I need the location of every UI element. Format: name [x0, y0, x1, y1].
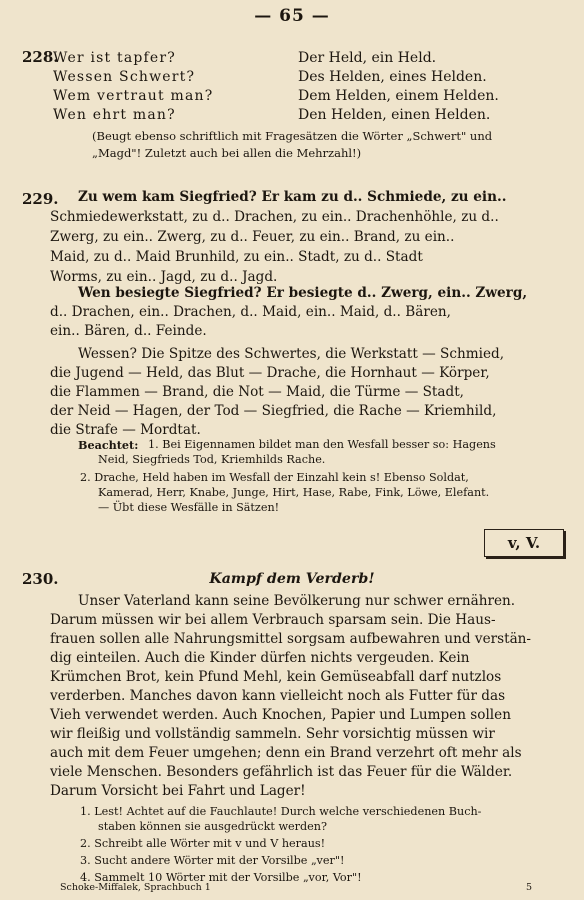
- answer-line: Den Helden, einen Helden.: [298, 107, 491, 123]
- answer-line: Dem Helden, einem Helden.: [298, 88, 499, 104]
- topic-box-v: v, V.: [484, 529, 564, 557]
- note-line: 2. Drache, Held haben im Wesfall der Einzahl kein s! Ebenso Soldat,: [80, 471, 469, 484]
- text-line: viele Menschen. Besonders gefährlich ist das Feuer für die Wälder.: [50, 764, 513, 780]
- note-line: Neid, Siegfrieds Tod, Kriemhilds Rache.: [98, 453, 326, 466]
- question-line: Wem vertraut man?: [53, 88, 214, 104]
- question-line: Wen ehrt man?: [53, 107, 176, 123]
- text-line: wir fleißig und vollständig sammeln. Sehr vorsichtig müssen wir: [50, 726, 495, 742]
- text-line: die Jugend — Held, das Blut — Drache, die Hornhaut — Körper,: [50, 365, 490, 381]
- exercise-228-note: „Magd"! Zuletzt auch bei allen die Mehrzahl!): [92, 146, 362, 160]
- exercise-228-number: 228.: [22, 48, 59, 66]
- question-line: Wer ist tapfer?: [53, 50, 177, 66]
- footer-right: 5: [526, 882, 533, 893]
- text-line: d.. Drachen, ein.. Drachen, d.. Maid, ein.. Maid, d.. Bären,: [50, 304, 451, 320]
- text-line: Krümchen Brot, kein Pfund Mehl, kein Gemüseabfall darf nutzlos: [50, 669, 502, 685]
- text-line: verderben. Manches davon kann vielleicht noch als Futter für das: [50, 688, 506, 704]
- text-line: dig einteilen. Auch die Kinder dürfen nichts vergeuden. Kein: [50, 650, 470, 666]
- note-line: 1. Bei Eigennamen bildet man den Wesfall besser so: Hagens: [148, 438, 496, 451]
- exercise-230-number: 230.: [22, 570, 59, 588]
- text-line: Maid, zu d.. Maid Brunhild, zu ein.. Stadt, zu d.. Stadt: [50, 249, 423, 265]
- text-line: der Neid — Hagen, der Tod — Siegfried, die Rache — Kriemhild,: [50, 403, 497, 419]
- beachtet-label: Beachtet:: [78, 438, 139, 452]
- footer-left: Schoke-Miffalek, Sprachbuch 1: [60, 882, 211, 893]
- text-line: Zu wem kam Siegfried? Er kam zu d.. Schmiede, zu ein..: [78, 189, 507, 205]
- text-line: Vieh verwendet werden. Auch Knochen, Papier und Lumpen sollen: [50, 707, 511, 723]
- task-line: 1. Lest! Achtet auf die Fauchlaute! Durch welche verschiedenen Buch-: [80, 805, 482, 818]
- task-line: 3. Sucht andere Wörter mit der Vorsilbe „ver"!: [80, 854, 345, 867]
- text-line: Darum Vorsicht bei Fahrt und Lager!: [50, 783, 306, 799]
- answer-line: Des Helden, eines Helden.: [298, 69, 487, 85]
- text-line: Worms, zu ein.. Jagd, zu d.. Jagd.: [50, 269, 278, 285]
- text-line: die Flammen — Brand, die Not — Maid, die Türme — Stadt,: [50, 384, 464, 400]
- note-line: Kamerad, Herr, Knabe, Junge, Hirt, Hase, Rabe, Fink, Löwe, Elefant.: [98, 486, 490, 499]
- task-line: staben können sie ausgedrückt werden?: [98, 820, 327, 833]
- text-line: Schmiedewerkstatt, zu d.. Drachen, zu ein.. Drachenhöhle, zu d..: [50, 209, 499, 225]
- text-line: frauen sollen alle Nahrungsmittel sorgsam aufbewahren und verstän-: [50, 631, 532, 647]
- question-line: Wessen Schwert?: [53, 69, 196, 85]
- text-line: Zwerg, zu ein.. Zwerg, zu d.. Feuer, zu ein.. Brand, zu ein..: [50, 229, 455, 245]
- text-line: die Strafe — Mordtat.: [50, 422, 201, 438]
- text-line: Wen besiegte Siegfried? Er besiegte d.. Zwerg, ein.. Zwerg,: [78, 285, 528, 301]
- text-line: Unser Vaterland kann seine Bevölkerung nur schwer ernähren.: [78, 593, 516, 609]
- exercise-229-para1: [78, 188, 558, 208]
- text-line: Wessen? Die Spitze des Schwertes, die Werkstatt — Schmied,: [78, 346, 505, 362]
- exercise-230-title: Kampf dem Verderb!: [209, 571, 375, 587]
- note-line: — Übt diese Wesfälle in Sätzen!: [98, 501, 280, 514]
- exercise-228-note: (Beugt ebenso schriftlich mit Fragesätzen die Wörter „Schwert" und: [92, 129, 493, 143]
- task-line: 4. Sammelt 10 Wörter mit der Vorsilbe „vor, Vor"!: [80, 871, 362, 884]
- text-line: Darum müssen wir bei allem Verbrauch sparsam sein. Die Haus-: [50, 612, 496, 628]
- page-number: — 65 —: [254, 6, 330, 26]
- text-line: auch mit dem Feuer umgehen; denn ein Brand verzehrt oft mehr als: [50, 745, 522, 761]
- text-line: ein.. Bären, d.. Feinde.: [50, 323, 207, 339]
- answer-line: Der Held, ein Held.: [298, 50, 437, 66]
- exercise-229-number: 229.: [22, 190, 59, 208]
- task-line: 2. Schreibt alle Wörter mit v und V heraus!: [80, 837, 326, 850]
